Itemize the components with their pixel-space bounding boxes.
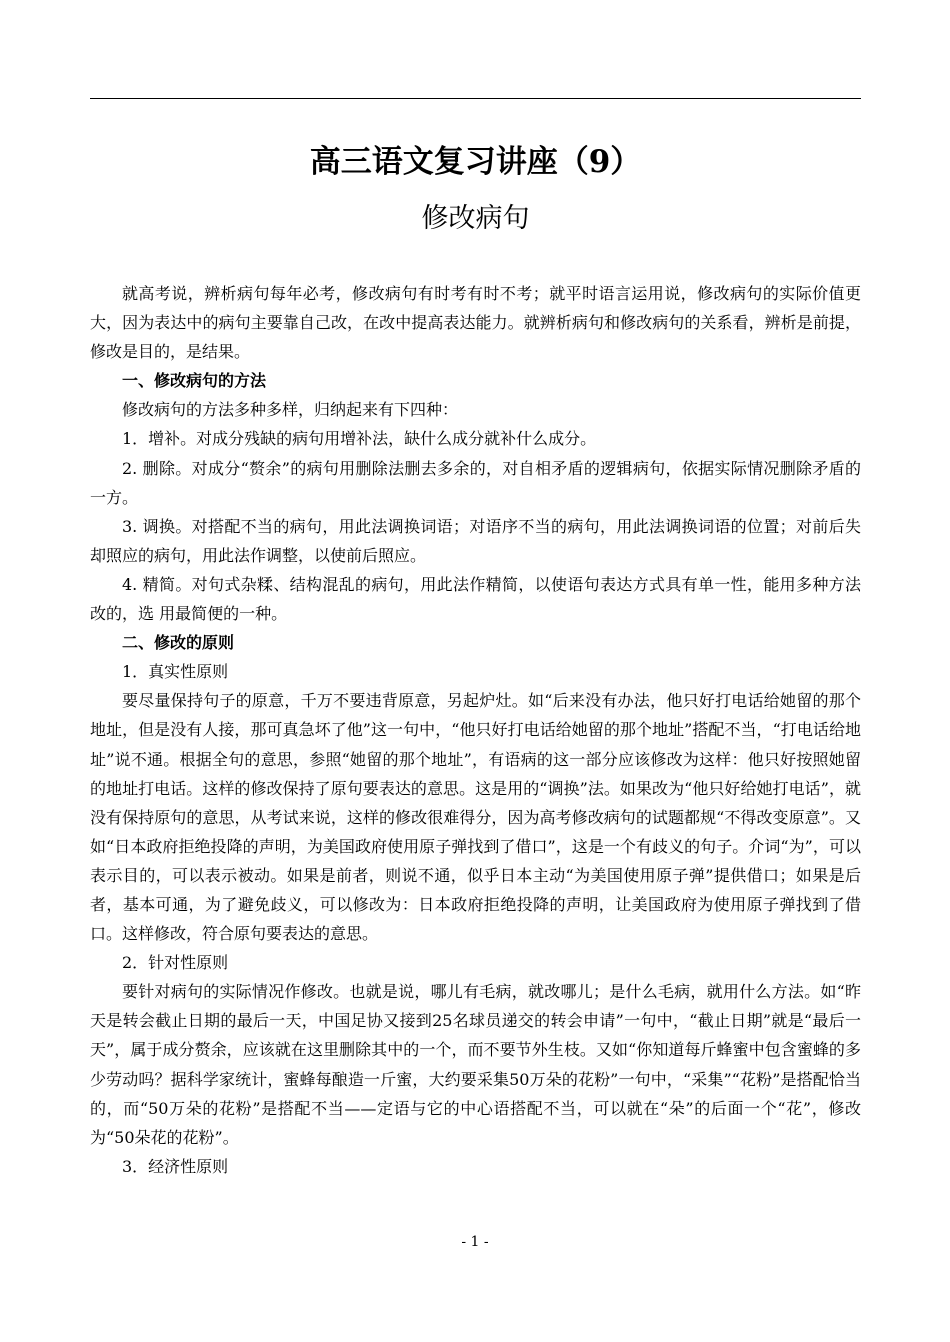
document-subtitle: 修改病句 bbox=[421, 203, 530, 234]
method-item-add: 1．增补。对成分残缺的病句用增补法，缺什么成分就补什么成分。 bbox=[122, 429, 597, 449]
document-body bbox=[90, 279, 861, 1181]
principle-authenticity-text: 要尽量保持句子的原意，千万不要违背原意，另起炉灶。如“后来没有办法，他只好打电话给她留的那个地址，但是没有人接，那可真急坏了他”这一句中，“他只好打电话给她留的那个地址”搭配不当，“打电话给地址”说不通。根据全句的意思，参照“她留的那个地址”，有语病的这一部分应该修改为这样：他只好按照她留的地址打电话。这样的修改保持了原句要表达的意思。这是用的“调换”法。如果改为“他只好给她打电话”，就没有保持原句的意思，从考试来说，这样的修改很难得分，因为高考修改病句的试题都规“不得改变原意”。又如“日本政府拒绝投降的声明，为美国政府使用原子弹找到了借口”，这是一个有歧义的句子。介词“为”，可以表示目的，可以表示被动。如果是前者，则说不通，似乎日本主动“为美国使用原子弹”提供借口；如果是后者，基本可通，为了避免歧义，可以修改为：日本政府拒绝投降的声明，让美国政府为使用原子弹找到了借口。这样修改，符合原句要表达的意思。 bbox=[90, 691, 861, 944]
methods-intro: 修改病句的方法多种多样，归纳起来有下四种： bbox=[122, 400, 459, 420]
method-item-swap: 3. 调换。对搭配不当的病句，用此法调换词语；对语序不当的病句，用此法调换词语的位置；对前后失却照应的病句，用此法作调整，以使前后照应。 bbox=[90, 516, 861, 565]
method-item-delete: 2. 删除。对成分“赘余”的病句用删除法删去多余的，对自相矛盾的逻辑病句，依据实际情况删除矛盾的一方。 bbox=[90, 458, 861, 507]
principle-heading-targeted: 2．针对性原则 bbox=[122, 953, 229, 973]
header-rule bbox=[90, 98, 861, 99]
principle-targeted-text: 要针对病句的实际情况作修改。也就是说，哪儿有毛病，就改哪儿；是什么毛病，就用什么方法。如“昨天是转会截止日期的最后一天，中国足协又接到25名球员递交的转会申请”一句中，“截止日期”就是“最后一天”，属于成分赘余，应该就在这里删除其中的一个，而不要节外生枝。又如“你知道每斤蜂蜜中包含蜜蜂的多少劳动吗？据科学家统计，蜜蜂每酿造一斤蜜，大约要采集50万朵的花粉”一句中，“采集”“花粉”是搭配恰当的，而“50万朵的花粉”是搭配不当——定语与它的中心语搭配不当，可以就在“朵”的后面一个“花”，修改为“50朵花的花粉”。 bbox=[90, 982, 861, 1147]
intro-paragraph: 就高考说，辨析病句每年必考，修改病句有时考有时不考；就平时语言运用说，修改病句的实际价值更大，因为表达中的病句主要靠自己改，在改中提高表达能力。就辨析病句和修改病句的关系看，辨析是前提，修改是目的，是结果。 bbox=[90, 284, 861, 362]
section-heading-methods: 一、修改病句的方法 bbox=[122, 371, 267, 391]
section-heading-principles: 二、修改的原则 bbox=[122, 633, 235, 653]
method-item-simplify: 4. 精简。对句式杂糅、结构混乱的病句，用此法作精简，以使语句表达方式具有单一性，能用多种方法改的，选 用最简便的一种。 bbox=[90, 574, 861, 624]
principle-heading-economy: 3．经济性原则 bbox=[122, 1156, 229, 1176]
document-title: 高三语文复习讲座（9） bbox=[309, 144, 642, 180]
page-number: - 1 - bbox=[461, 1234, 489, 1250]
principle-heading-authenticity: 1．真实性原则 bbox=[122, 662, 229, 682]
